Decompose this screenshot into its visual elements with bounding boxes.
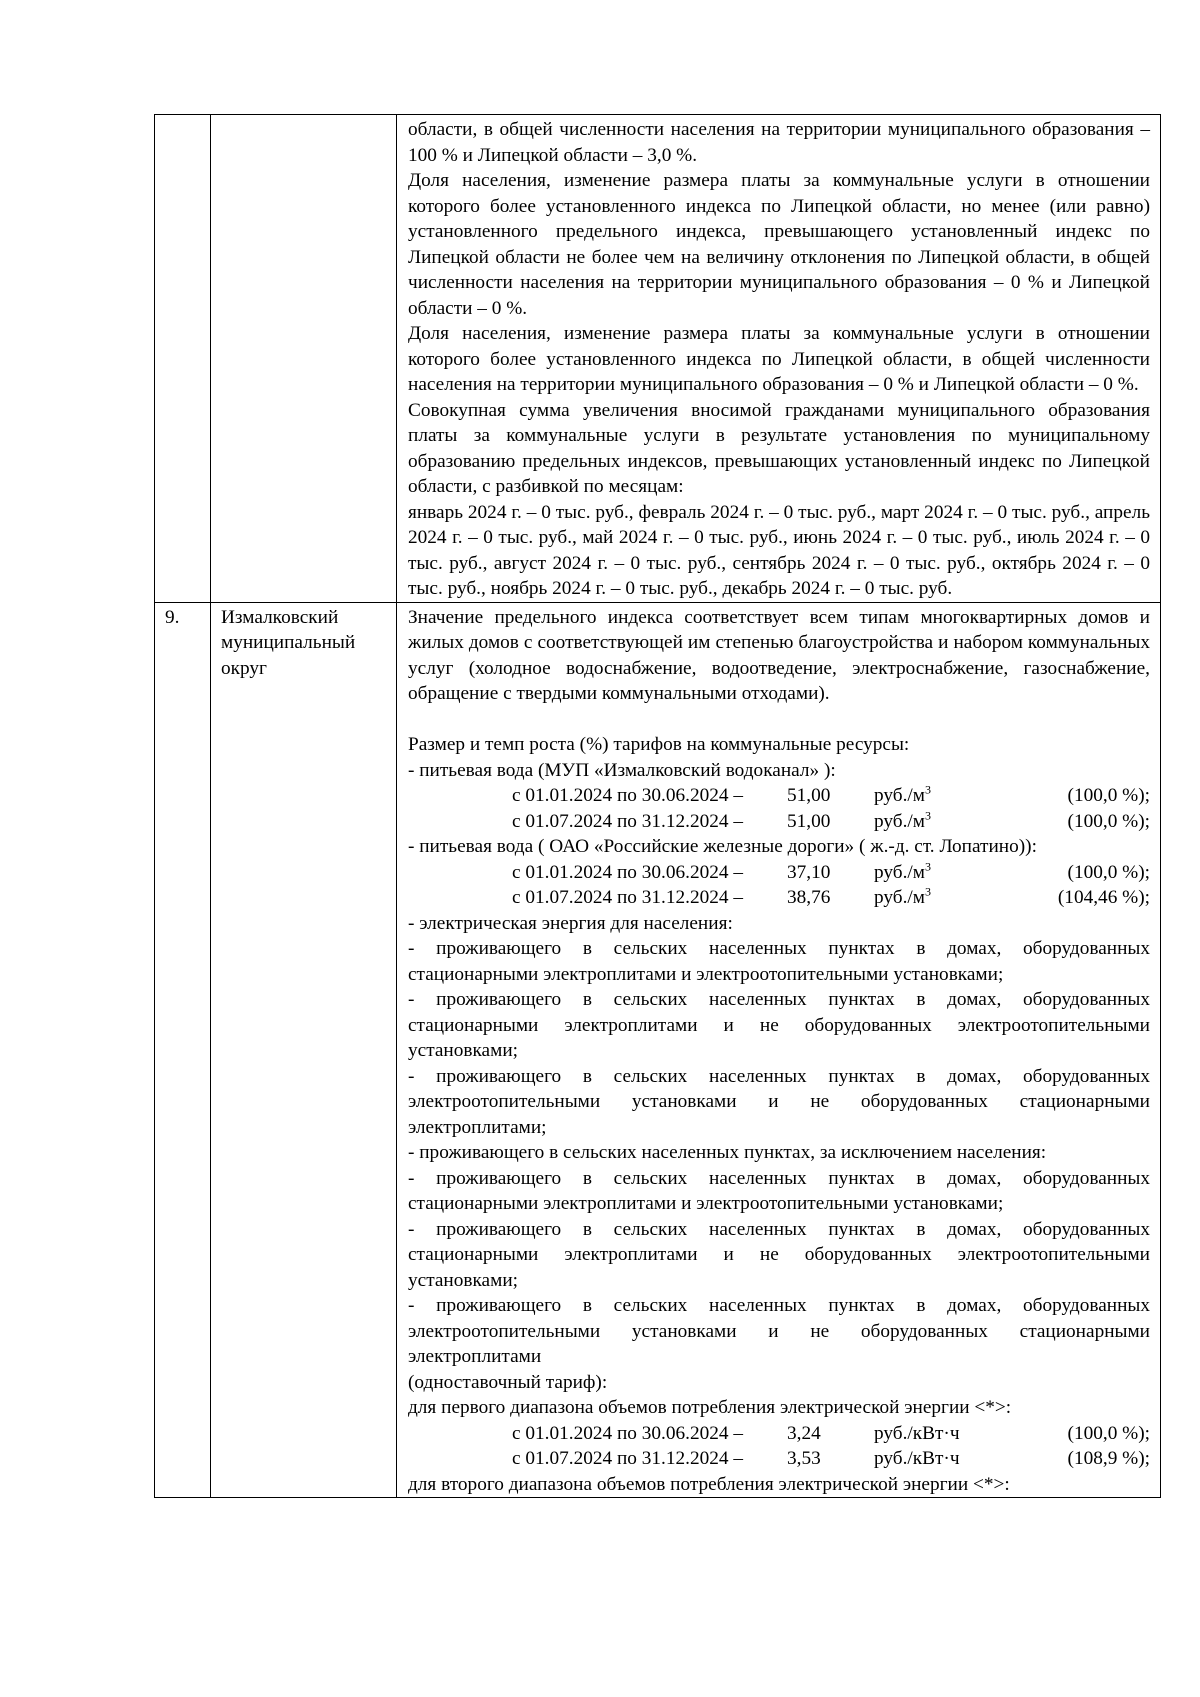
range-2-title: для второго диапазона объемов потребления электрической энергии <*>: (408, 1473, 1010, 1495)
rate-percent: (100,0 %); (1067, 1422, 1150, 1444)
rate-line (408, 885, 1150, 911)
unit-exponent: 3 (924, 782, 931, 797)
content-cell (397, 602, 1161, 1498)
water-2-title: - питьевая вода ( ОАО «Российские железные дороги» ( ж.-д. ст. Лопатино)): (408, 836, 1037, 857)
water-1-title: - питьевая вода (МУП «Измалковский водоканал» ): (408, 759, 836, 781)
rate-line (408, 860, 1150, 886)
paragraph: Доля населения, изменение размера платы за коммунальные услуги в отношении которого более установленного индекса по Липецкой области, но менее (или равно) установленного предельного индекса, превышающего установленный индекс по Липецкой области не более чем на величину отклонения по Липецкой области, в общей численности населения на территории муниципального образования – 0 % и Липецкой области – 0 %. (408, 170, 1150, 319)
rate-value: 37,10 (787, 861, 831, 883)
blank-line (408, 707, 1150, 733)
table-row-continuation (155, 115, 1161, 603)
range-1-title: для первого диапазона объемов потребления электрической энергии <*>: (408, 1397, 1012, 1418)
single-rate-note: (одноставочный тариф): (408, 1371, 608, 1393)
electric-item: - проживающего в сельских населенных пунктах в домах, оборудованных электроотопительными установками и не оборудованных стационарными электроплитами; (408, 1065, 1150, 1138)
rate-value: 51,00 (787, 810, 831, 832)
rate-period: с 01.07.2024 по 31.12.2024 – (512, 810, 743, 832)
rate-period: с 01.01.2024 по 30.06.2024 – (512, 861, 743, 883)
number-cell (155, 602, 211, 1498)
electric-item: - проживающего в сельских населенных пунктах в домах, оборудованных стационарными электроплитами и не оборудованных электроотопительными установками; (408, 989, 1150, 1061)
unit-exponent: 3 (924, 808, 931, 823)
paragraph: январь 2024 г. – 0 тыс. руб., февраль 2024 г. – 0 тыс. руб., март 2024 г. – 0 тыс. руб., апрель 2024 г. – 0 тыс. руб., май 2024 г. – 0 тыс. руб., июнь 2024 г. – 0 тыс. руб., июль 2024 г. – 0 тыс. руб., август 2024 г. – 0 тыс. руб., сентябрь 2024 г. – 0 тыс. руб., октябрь 2024 г. – 0 тыс. руб., ноябрь 2024 г. – 0 тыс. руб., декабрь 2024 г. – 0 тыс. руб. (408, 501, 1150, 599)
rate-percent: (100,0 %); (1067, 785, 1150, 806)
rate-unit (874, 860, 1014, 886)
number-cell (155, 115, 211, 603)
rate-value: 38,76 (787, 887, 831, 908)
rate-value: 51,00 (787, 785, 831, 806)
unit-text: руб./м (874, 810, 925, 832)
row-number: 9. (165, 606, 180, 628)
municipality-name: Измалковский муниципальный округ (221, 606, 356, 679)
rate-unit: руб./кВт·ч (874, 1422, 960, 1444)
table-row-9 (155, 602, 1161, 1498)
electric-title: - электрическая энергия для населения: (408, 912, 733, 934)
electric-item: - проживающего в сельских населенных пунктах в домах, оборудованных стационарными электроплитами и электроотопительными установками; (408, 1167, 1150, 1214)
electric-item: - проживающего в сельских населенных пунктах в домах, оборудованных электроотопительными установками и не оборудованных стационарными электроплитами (408, 1295, 1150, 1367)
unit-exponent: 3 (924, 859, 931, 874)
rate-period: с 01.07.2024 по 31.12.2024 – (512, 1448, 743, 1469)
name-cell (211, 602, 397, 1498)
rate-value: 3,53 (787, 1448, 821, 1469)
rate-unit (874, 885, 1014, 911)
rate-period: с 01.01.2024 по 30.06.2024 – (512, 785, 743, 806)
rate-percent: (108,9 %); (1067, 1448, 1150, 1469)
paragraph: Совокупная сумма увеличения вносимой гражданами муниципального образования платы за коммунальные услуги в результате установления по муниципальному образованию предельных индексов, превышающих установленный индекс по Липецкой области, с разбивкой по месяцам: (408, 399, 1150, 497)
rate-line (408, 1421, 1150, 1447)
rate-line (408, 809, 1150, 835)
name-cell (211, 115, 397, 603)
rate-percent: (104,46 %); (1057, 887, 1150, 908)
rate-line (408, 783, 1150, 809)
intro-paragraph: Значение предельного индекса соответствует всем типам многоквартирных домов и жилых домов с соответствующей им степенью благоустройства и набором коммунальных услуг (холодное водоснабжение, водоотведение, электроснабжение, газоснабжение, обращение с твердыми коммунальными отходами). (408, 606, 1150, 704)
tariff-table (154, 114, 1161, 1498)
unit-text: руб./м (874, 887, 925, 908)
rate-value: 3,24 (787, 1422, 821, 1444)
rate-percent: (100,0 %); (1067, 810, 1150, 832)
unit-text: руб./м (874, 861, 925, 883)
electric-item: - проживающего в сельских населенных пунктах в домах, оборудованных стационарными электроплитами и электроотопительными установками; (408, 938, 1150, 985)
rate-line (408, 1446, 1150, 1472)
rate-period: с 01.01.2024 по 30.06.2024 – (512, 1422, 743, 1444)
content-cell (397, 115, 1161, 603)
rate-unit: руб./кВт·ч (874, 1448, 960, 1469)
rate-percent: (100,0 %); (1067, 861, 1150, 883)
electric-item: - проживающего в сельских населенных пунктах в домах, оборудованных стационарными электроплитами и не оборудованных электроотопительными установками; (408, 1218, 1150, 1291)
paragraph: области, в общей численности населения на территории муниципального образования – 100 % и Липецкой области – 3,0 %. (408, 119, 1150, 166)
unit-text: руб./м (874, 785, 925, 806)
rate-unit (874, 809, 1014, 835)
rate-unit (874, 783, 1014, 809)
paragraph: Доля населения, изменение размера платы за коммунальные услуги в отношении которого более установленного индекса по Липецкой области, в общей численности населения на территории муниципального образования – 0 % и Липецкой области – 0 %. (408, 323, 1150, 395)
rate-period: с 01.07.2024 по 31.12.2024 – (512, 887, 743, 908)
electric-item: - проживающего в сельских населенных пунктах, за исключением населения: (408, 1142, 1047, 1163)
unit-exponent: 3 (924, 884, 931, 899)
tariffs-heading: Размер и темп роста (%) тарифов на коммунальные ресурсы: (408, 734, 910, 755)
